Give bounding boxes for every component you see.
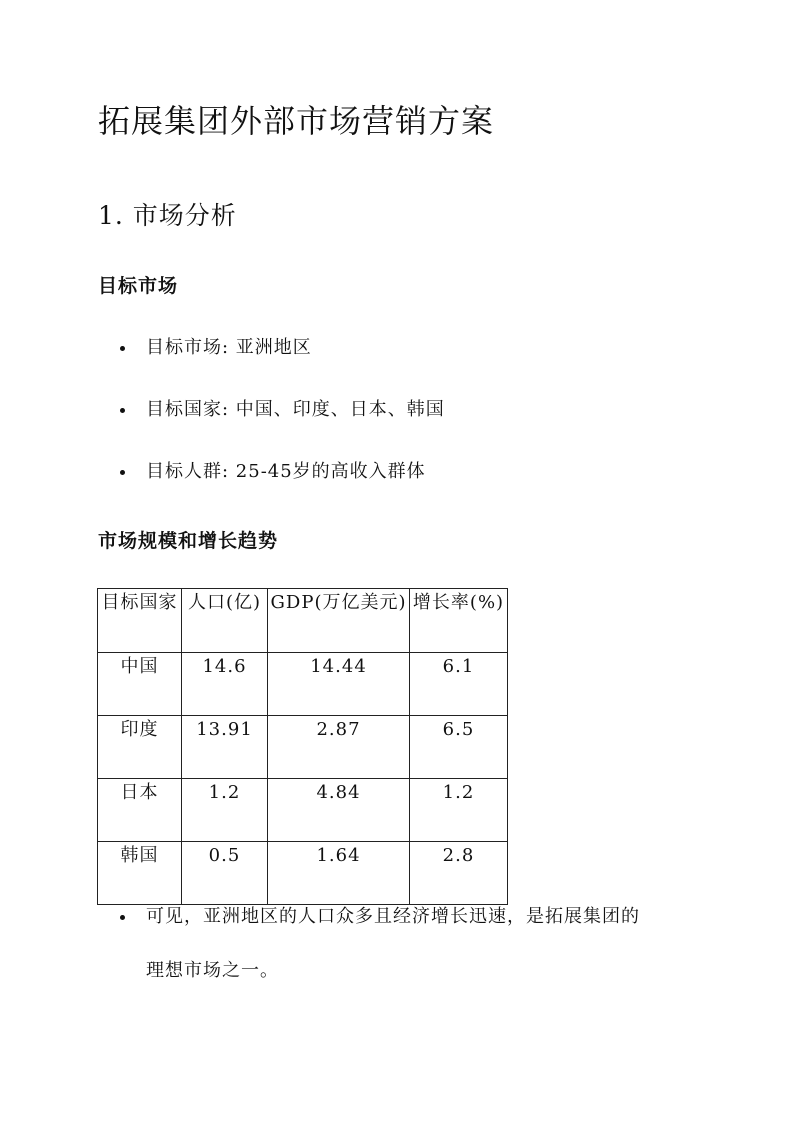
- table-row: [98, 779, 508, 842]
- table-cell: 印度: [98, 716, 182, 779]
- document-title: 拓展集团外部市场营销方案: [98, 102, 495, 140]
- table-cell: 中国: [98, 653, 182, 716]
- table-cell: 14.6: [182, 653, 268, 716]
- bullet-icon: [120, 915, 125, 920]
- conclusion-text-line-1: 可见，亚洲地区的人口众多且经济增长迅速，是拓展集团的: [146, 906, 640, 927]
- table-cell: 2.8: [410, 842, 508, 905]
- column-header-text: 目标国家: [101, 592, 178, 613]
- column-header: [98, 589, 182, 653]
- market-size-heading: 市场规模和增长趋势: [98, 530, 279, 552]
- table-cell: 日本: [98, 779, 182, 842]
- column-header: [182, 589, 268, 653]
- table-cell: 1.2: [182, 779, 268, 842]
- list-item-text: 目标人群: 25-45岁的高收入群体: [146, 461, 426, 482]
- table-row: [98, 842, 508, 905]
- list-item-text: 目标市场: 亚洲地区: [146, 337, 312, 358]
- bullet-icon: [120, 470, 125, 475]
- table-cell: 1.2: [410, 779, 508, 842]
- table-cell: 6.1: [410, 653, 508, 716]
- column-header-text: 增长率(%): [412, 592, 505, 613]
- bullet-icon: [120, 408, 125, 413]
- table-cell: 1.64: [268, 842, 410, 905]
- market-data-table: [97, 588, 508, 905]
- column-header-text: 人口(亿): [187, 592, 262, 613]
- table-cell: 14.44: [268, 653, 410, 716]
- table-cell: 0.5: [182, 842, 268, 905]
- column-header: [410, 589, 508, 653]
- table-cell: 13.91: [182, 716, 268, 779]
- list-item-text: 目标国家: 中国、印度、日本、韩国: [146, 399, 445, 420]
- table-cell: 2.87: [268, 716, 410, 779]
- table-cell: 韩国: [98, 842, 182, 905]
- table-header-row: [98, 589, 508, 653]
- bullet-icon: [120, 346, 125, 351]
- table-cell: 6.5: [410, 716, 508, 779]
- conclusion-text-line-2: 理想市场之一。: [146, 960, 279, 981]
- target-market-heading: 目标市场: [98, 275, 179, 297]
- table-cell: 4.84: [268, 779, 410, 842]
- table-row: [98, 653, 508, 716]
- column-header-text: GDP(万亿美元): [270, 592, 407, 613]
- section-heading: 1. 市场分析: [98, 201, 237, 230]
- column-header: [268, 589, 410, 653]
- table-row: [98, 716, 508, 779]
